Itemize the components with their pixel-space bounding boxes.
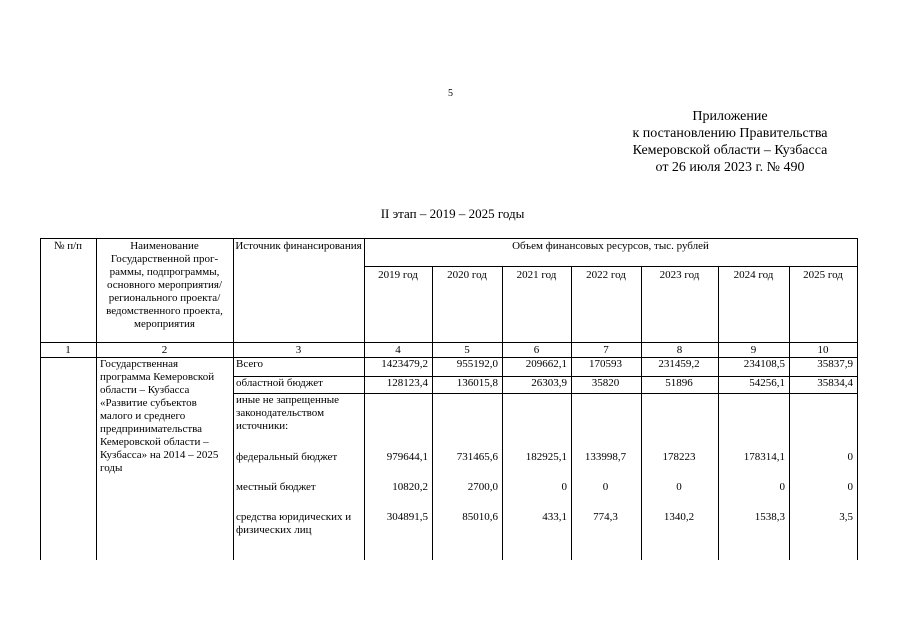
value-row-6-col-1: 304891,5 [386,511,428,523]
col-number-3: 3 [295,344,302,356]
numbers-bottom-border [40,357,858,358]
right-border [857,238,858,560]
row-regional-bottom [233,393,858,394]
value-row-2-col-2: 136015,8 [456,377,498,389]
col-divider-3 [364,238,365,560]
header-year-7: 2025 год [803,269,843,281]
value-row-6-col-6: 1538,3 [754,511,785,523]
header-year-1: 2019 год [378,269,418,281]
col-divider-7 [641,266,642,560]
col-number-7: 7 [603,344,609,356]
value-row-6-col-7: 3,5 [839,511,853,523]
source-row-5: местный бюджет [236,481,316,493]
header-year-2: 2020 год [447,269,487,281]
value-row-5-col-6: 0 [779,481,785,493]
value-row-1-col-7: 35837,9 [817,358,853,370]
value-row-2-col-5: 51896 [665,377,693,389]
left-border [40,238,41,560]
col-number-6: 6 [533,344,540,356]
col-number-4: 4 [395,344,401,356]
appendix-block [600,108,860,176]
source-row-2: областной бюджет [236,377,323,389]
value-row-1-col-3: 209662,1 [525,358,567,370]
header-bottom-border [40,342,858,343]
source-row-6: средства юридических и физических лиц [236,511,352,536]
col-number-10: 10 [817,344,829,356]
value-row-5-col-2: 2700,0 [467,481,498,493]
appendix-line-2: к постановлению Правительства [632,126,828,141]
value-row-4-col-4: 133998,7 [584,451,627,463]
header-source: Источник финансирования [235,240,362,252]
value-row-4-col-7: 0 [847,451,853,463]
program-name: Государственная программа Кемеровской области – Кузбасса «Развитие субъектов малого и среднего предпринимательства Кемеровской области – Кузбасса» на 2014 – 2025 годы [100,358,219,474]
source-row-3: иные не запрещенные законодательством источники: [236,394,340,432]
col-number-9: 9 [750,344,757,356]
col-number-2: 2 [161,344,168,356]
value-row-5-col-1: 10820,2 [392,481,428,493]
header-name: Наименование Государственной прог-раммы, подпрограммы, основного мероприятия/ регионального проекта/ ведомственного проекта, мероприятия [106,240,223,330]
value-row-2-col-1: 128123,4 [386,377,428,389]
value-row-6-col-3: 433,1 [542,511,567,523]
stage-title: II этап – 2019 – 2025 годы [380,206,525,221]
value-row-2-col-4: 35820 [591,377,620,389]
col-divider-9 [789,266,790,560]
col-divider-4 [432,266,433,560]
header-year-6: 2024 год [733,269,774,281]
appendix-line-3: Кемеровской области – Кузбасса [632,143,828,158]
header-year-3: 2021 год [516,269,557,281]
header-year-4: 2022 год [586,269,626,281]
col-divider-1 [96,238,97,560]
value-row-1-col-6: 234108,5 [743,358,785,370]
col-number-1: 1 [65,344,71,356]
value-row-2-col-3: 26303,9 [531,377,567,389]
value-row-5-col-7: 0 [847,481,853,493]
value-row-1-col-1: 1423479,2 [381,358,428,370]
value-row-2-col-7: 35834,4 [817,377,853,389]
value-row-1-col-2: 955192,0 [456,358,498,370]
appendix-line-1: Приложение [692,109,768,124]
volume-divider [364,266,858,267]
header-year-5: 2023 год [659,269,700,281]
value-row-1-col-4: 170593 [589,358,622,370]
value-row-6-col-4: 774,3 [593,511,618,523]
col-divider-2 [233,238,234,560]
value-row-5-col-4: 0 [602,481,609,493]
col-divider-6 [571,266,572,560]
value-row-4-col-6: 178314,1 [743,451,785,463]
row-all-bottom [233,376,858,377]
value-row-5-col-5: 0 [676,481,682,493]
value-row-4-col-3: 182925,1 [525,451,567,463]
value-row-6-col-5: 1340,2 [663,511,695,523]
header-num: № п/п [53,240,83,252]
value-row-4-col-2: 731465,6 [456,451,498,463]
table-top-border [40,238,858,239]
header-volume: Объем финансовых ресурсов, тыс. рублей [512,240,709,252]
col-number-8: 8 [676,344,683,356]
appendix-line-4: от 26 июля 2023 г. № 490 [655,160,805,175]
value-row-4-col-5: 178223 [662,451,696,463]
value-row-6-col-2: 85010,6 [462,511,498,523]
value-row-5-col-3: 0 [561,481,567,493]
value-row-2-col-6: 54256,1 [749,377,785,389]
col-divider-5 [502,266,503,560]
col-number-5: 5 [464,344,470,356]
page-number: 5 [448,88,453,99]
col-divider-8 [718,266,719,560]
source-row-1: Всего [236,358,263,370]
source-row-4: федеральный бюджет [236,451,338,463]
value-row-1-col-5: 231459,2 [658,358,700,370]
value-row-4-col-1: 979644,1 [386,451,428,463]
